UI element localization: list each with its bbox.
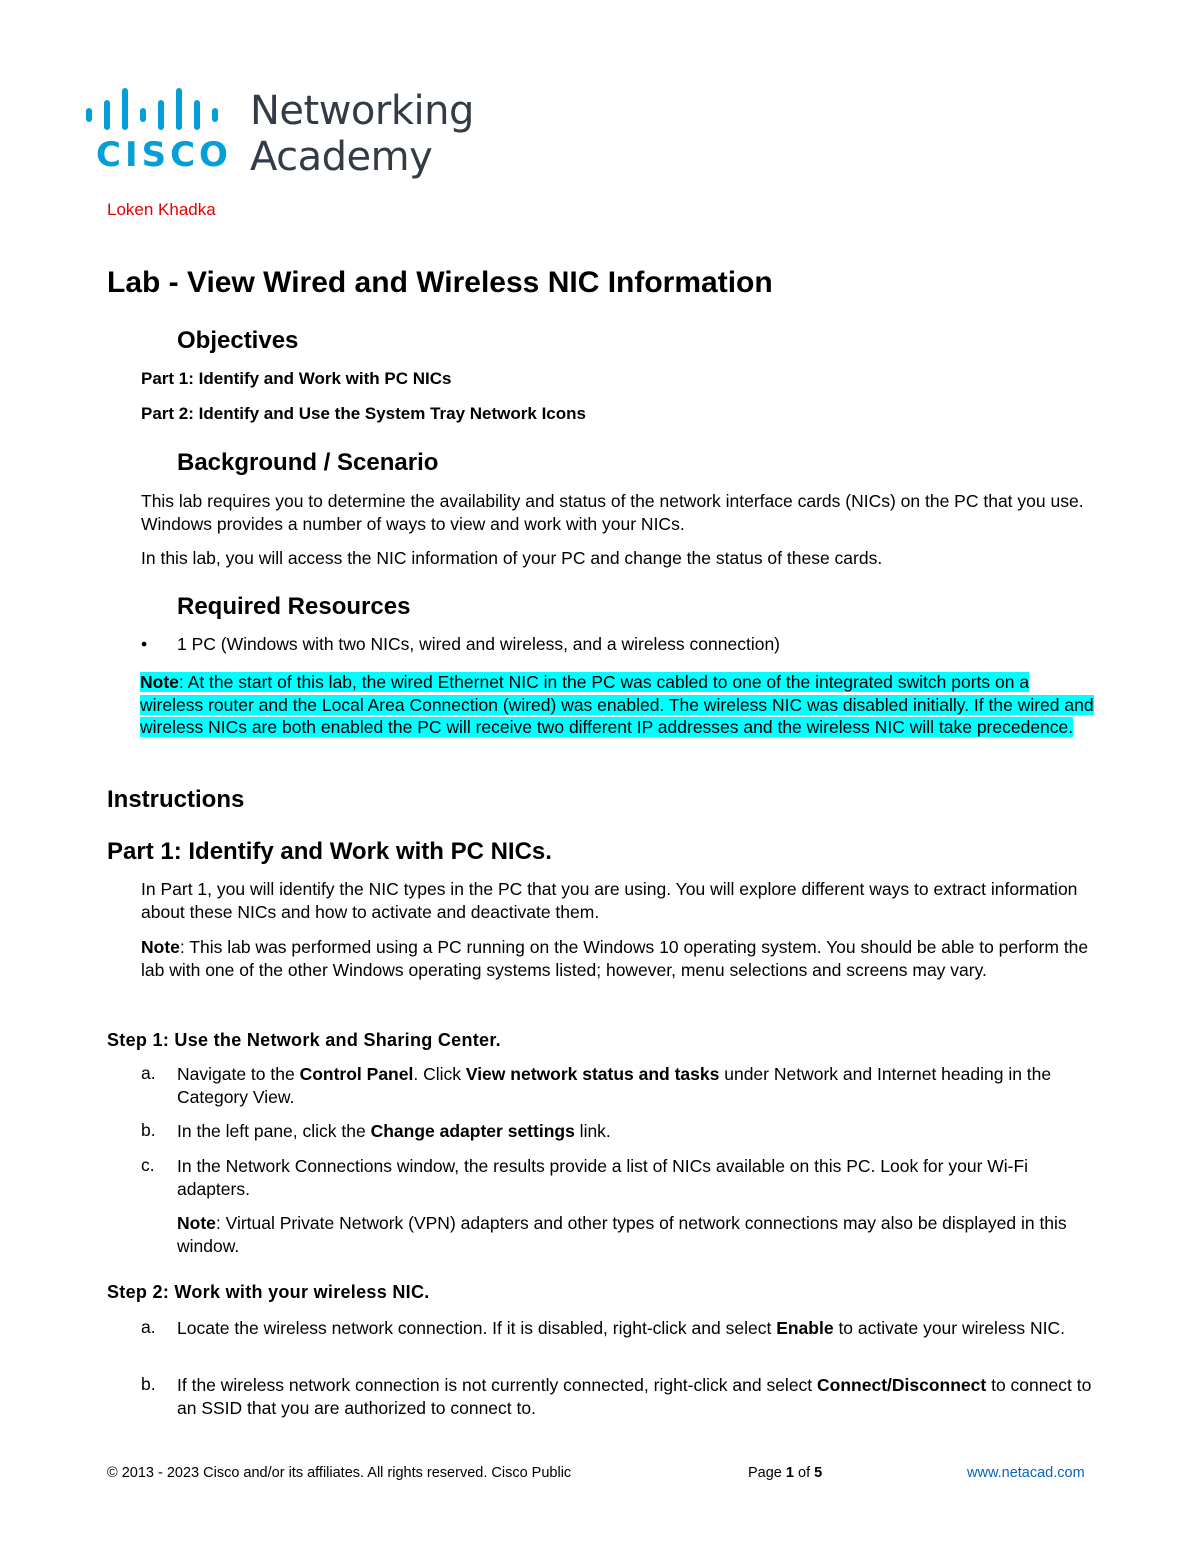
logo-text (250, 88, 474, 180)
step1-a-text: Navigate to the Control Panel. Click View network status and tasks under Network and Internet heading in the Category View. (177, 1064, 1052, 1107)
step1-c-text: In the Network Connections window, the results provide a list of NICs available on this PC. Look for your Wi-Fi adapters. (177, 1156, 1029, 1199)
step1-c-letter: c. (141, 1155, 155, 1175)
background-paragraph-1: This lab requires you to determine the availability and status of the network interface cards (NICs) on the PC that you use. Windows provides a number of ways to view and work with your NICs. (141, 491, 1084, 534)
footer-website-link[interactable]: www.netacad.com (967, 1465, 1085, 1481)
resources-heading: Required Resources (177, 593, 411, 620)
page-title: Lab - View Wired and Wireless NIC Information (107, 266, 773, 299)
step2-a-letter: a. (141, 1317, 156, 1337)
note-text: : At the start of this lab, the wired Ethernet NIC in the PC was cabled to one of the integrated switch ports on a wireless router and the Local Area Connection (wired) was enabled. The wireless NIC was disabled initially. If the wired and wireless NICs are both enabled the PC will receive two different IP addresses and the wireless NIC will take precedence. (140, 672, 1094, 737)
objective-item-2: Part 2: Identify and Use the System Tray Network Icons (141, 404, 586, 423)
instructions-heading: Instructions (107, 786, 245, 813)
part1-note-label: Note (141, 937, 180, 957)
part1-heading: Part 1: Identify and Work with PC NICs. (107, 838, 552, 865)
step1-b-text: In the left pane, click the Change adapter settings link. (177, 1121, 611, 1141)
step1-c-note: Note: Virtual Private Network (VPN) adapters and other types of network connections may also be displayed in this window. (177, 1213, 1067, 1256)
cisco-wordmark: CISCO (96, 135, 232, 168)
part1-note-text: : This lab was performed using a PC running on the Windows 10 operating system. You should be able to perform the lab with one of the other Windows operating systems listed; however, menu selections and screens may vary. (141, 937, 1089, 980)
part1-note (141, 936, 1091, 982)
step2-heading: Step 2: Work with your wireless NIC. (107, 1282, 430, 1302)
step1-a-letter: a. (141, 1063, 156, 1083)
step2-b-text: If the wireless network connection is not currently connected, right-click and select Connect/Disconnect to connect to an SSID that you are authorized to connect to. (177, 1375, 1092, 1418)
part1-intro: In Part 1, you will identify the NIC types in the PC that you are using. You will explore different ways to extract information about these NICs and how to activate and deactivate them. (141, 879, 1078, 922)
footer-page-number: Page 1 of 5 (748, 1465, 823, 1481)
logo-line-networking: Networking (250, 88, 474, 134)
cisco-logo-icon (84, 88, 234, 168)
objective-item-1: Part 1: Identify and Work with PC NICs (141, 369, 452, 388)
highlighted-note (140, 671, 1095, 739)
footer-copyright: © 2013 - 2023 Cisco and/or its affiliates. All rights reserved. Cisco Public (107, 1465, 572, 1481)
background-heading: Background / Scenario (177, 449, 439, 476)
step1-heading: Step 1: Use the Network and Sharing Center. (107, 1030, 501, 1050)
step2-a-text: Locate the wireless network connection. If it is disabled, right-click and select Enable to activate your wireless NIC. (177, 1318, 1066, 1338)
objectives-heading: Objectives (177, 327, 299, 354)
step1-b-letter: b. (141, 1120, 156, 1140)
bullet-marker: • (141, 634, 148, 654)
author-name: Loken Khadka (107, 200, 216, 219)
note-label: Note (140, 672, 179, 692)
logo-line-academy: Academy (250, 134, 433, 180)
cisco-networking-academy-logo (84, 88, 474, 180)
step2-b-letter: b. (141, 1374, 156, 1394)
background-paragraph-2: In this lab, you will access the NIC information of your PC and change the status of these cards. (141, 548, 883, 568)
resource-item-1: 1 PC (Windows with two NICs, wired and wireless, and a wireless connection) (177, 634, 781, 654)
